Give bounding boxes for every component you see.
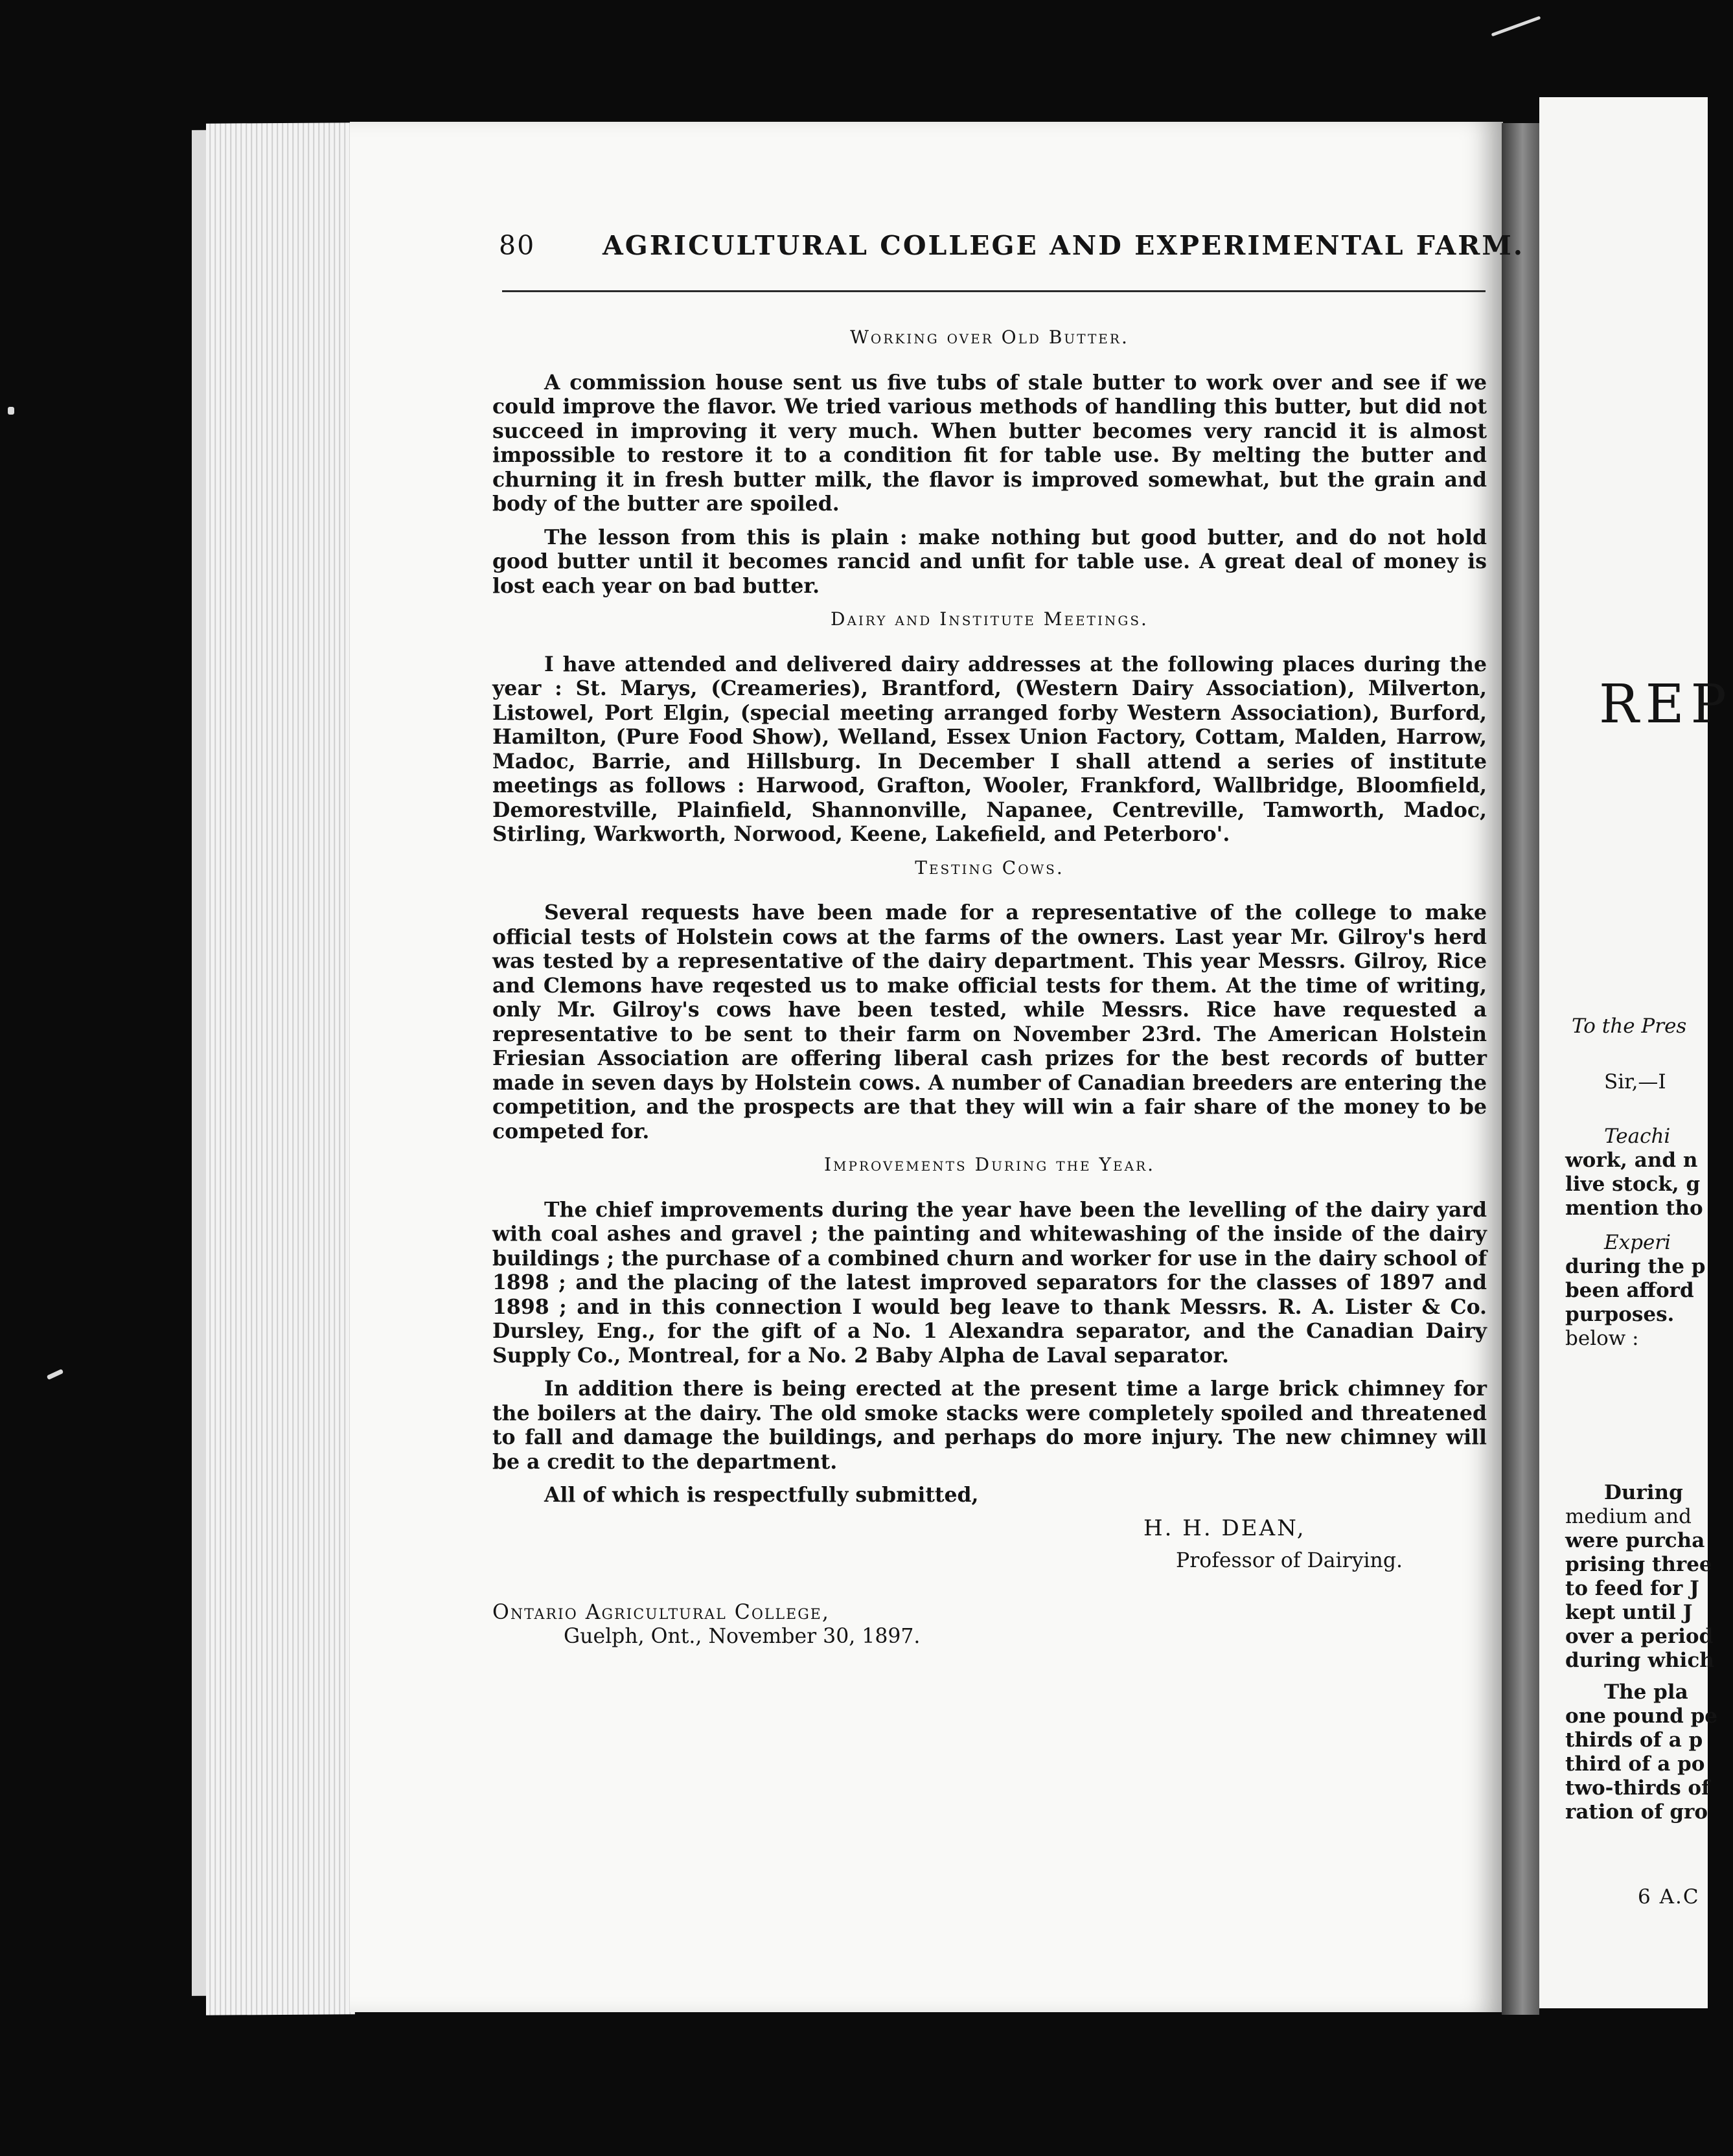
right-line: Teachi <box>1604 1125 1671 1148</box>
right-line: To the Pres <box>1572 1015 1687 1038</box>
right-line: During <box>1604 1481 1683 1504</box>
right-line: ration of gro <box>1565 1800 1708 1824</box>
page-number: 80 <box>499 230 536 261</box>
right-line: two-thirds of <box>1565 1776 1710 1800</box>
place-and-date <box>492 1601 1487 1649</box>
right-line: kept until J <box>1565 1601 1693 1624</box>
right-line: purposes. <box>1565 1303 1675 1326</box>
section-heading: Improvements During the Year. <box>823 1154 1156 1175</box>
right-line: Sir,—I <box>1604 1070 1666 1094</box>
right-line: been afford <box>1565 1279 1694 1302</box>
right-page <box>1539 97 1733 2008</box>
right-line: over a period <box>1565 1625 1714 1648</box>
signature-name: H. H. DEAN, <box>1143 1515 1306 1541</box>
right-line: work, and n <box>1565 1149 1698 1172</box>
right-line: one pound pe <box>1565 1704 1718 1728</box>
paragraph: I have attended and delivered dairy addresses at the following places during the year : St. Marys, (Creameries), Brantford, (Western Dairy Association), Milverton, Listowel, Port Elgin, (special meeting arranged forby Western Association), Burford, Hamilton, (Pure Food Show), Welland, Essex Union Factory, Cottam, Malden, Harrow, Madoc, Barrie, and Hillsburg. In December I shall attend a series of institute meetings as follows : Harwood, Grafton, Wooler, Frankford, Wallbridge, Bloomfield, Demorestville, Plainfield, Shannonville, Napanee, Centreville, Tamworth, Madoc, Stirling, Warkworth, Norwood, Keene, Lakefield, and Peterboro'. <box>492 652 1487 846</box>
paragraph: In addition there is being erected at the present time a large brick chimney for the boilers at the dairy. The old smoke stacks were completely spoiled and threatened to fall and damage the buildings, and perhaps do more injury. The new chimney will be a credit to the department. <box>492 1377 1487 1474</box>
right-line: third of a po <box>1565 1752 1705 1776</box>
scan-speck <box>1491 16 1541 36</box>
right-line: medium and <box>1565 1505 1692 1528</box>
section-testing-cows <box>492 856 1487 1144</box>
section-heading: Working over Old Butter. <box>850 327 1129 348</box>
running-head <box>499 230 1525 269</box>
section-dairy-and-institute-meetings <box>492 607 1487 847</box>
date-line: Guelph, Ont., November 30, 1897. <box>564 1625 921 1648</box>
place-line: Ontario Agricultural College, <box>492 1600 830 1624</box>
page-edges <box>206 122 355 2015</box>
paragraph: All of which is respectfully submitted, <box>544 1483 979 1507</box>
signature-block <box>492 1517 1487 1594</box>
right-line: were purcha <box>1565 1529 1705 1552</box>
section-improvements-during-the-year <box>492 1153 1487 1508</box>
scan-speck <box>8 407 14 415</box>
section-heading: Dairy and Institute Meetings. <box>831 608 1149 630</box>
right-line: live stock, g <box>1565 1173 1701 1196</box>
right-line: during which <box>1565 1649 1714 1672</box>
right-line: mention tho <box>1565 1197 1703 1220</box>
paragraph: Several requests have been made for a representative of the college to make official tests of Holstein cows at the farms of the owners. Last year Mr. Gilroy's herd was tested by a representative of the dairy department. This year Messrs. Gilroy, Rice and Clemons have reqested us to make official tests for them. At the time of writing, only Mr. Gilroy's cows have been tested, while Messrs. Rice have requested a representative to be sent to their farm on November 23rd. The American Holstein Friesian Association are offering liberal cash prizes for the best records of butter made in seven days by Holstein cows. A number of Canadian breeders are entering the competition, and the prospects are that they will win a fair share of the money to be competed for. <box>492 900 1487 1143</box>
section-heading: Testing Cows. <box>915 856 1064 878</box>
right-line: below : <box>1565 1327 1639 1350</box>
right-line: prising three <box>1565 1553 1712 1576</box>
scan-speck <box>47 1369 64 1380</box>
right-line: during the p <box>1565 1255 1706 1278</box>
signature-title: Professor of Dairying. <box>1176 1548 1403 1572</box>
right-line: to feed for J <box>1565 1577 1699 1600</box>
paragraph: A commission house sent us five tubs of stale butter to work over and see if we could improve the flavor. We tried various methods of handling this butter, but did not succeed in improving it very much. When butter becomes very rancid it is almost impossible to restore it to a condition fit for table use. By melting the butter and churning it in fresh butter milk, the flavor is improved somewhat, but the grain and body of the butter are spoiled. <box>492 370 1487 516</box>
right-line: Experi <box>1604 1231 1671 1254</box>
page-body <box>492 317 1487 1649</box>
right-page-heading: REP <box>1599 674 1733 735</box>
running-title: AGRICULTURAL COLLEGE AND EXPERIMENTAL FARM. <box>603 230 1525 261</box>
right-line: thirds of a p <box>1565 1728 1703 1752</box>
section-working-over-old-butter <box>492 325 1487 598</box>
right-line: The pla <box>1604 1680 1688 1704</box>
header-rule <box>502 290 1486 292</box>
paragraph: The chief improvements during the year have been the levelling of the dairy yard with coal ashes and gravel ; the painting and whitewashing of the inside of the dairy buildings ; the purchase of a combined churn and worker for use in the dairy school of 1898 ; and the placing of the latest improved separators for the classes of 1897 and 1898 ; and in this connection I would beg leave to thank Messrs. R. A. Lister & Co. Dursley, Eng., for the gift of a No. 1 Alexandra separator, and the Canadian Dairy Supply Co., Montreal, for a No. 2 Baby Alpha de Laval separator. <box>492 1197 1487 1368</box>
book-gutter <box>1502 123 1539 2015</box>
right-page-footer: 6 A.C <box>1638 1885 1700 1909</box>
paragraph: The lesson from this is plain : make nothing but good butter, and do not hold good butter until it becomes rancid and unfit for table use. A great deal of money is lost each year on bad butter. <box>492 525 1487 598</box>
